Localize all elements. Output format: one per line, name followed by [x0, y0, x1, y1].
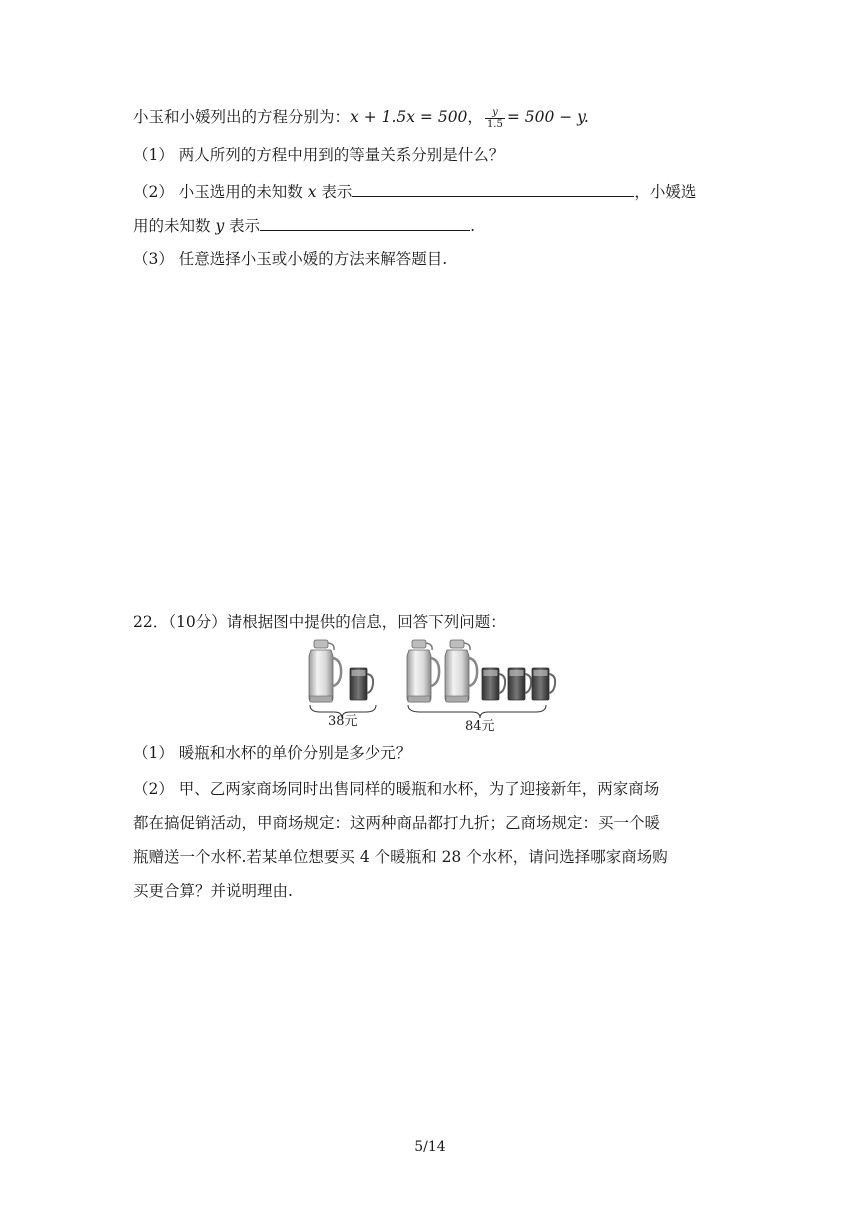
cup-icon [350, 668, 373, 700]
q2-text-a: （2） 小玉选用的未知数 [133, 183, 308, 201]
cup-icon [482, 668, 505, 700]
problem-22-sub2-line3: 瓶赠送一个水杯.若某单位想要买 4 个暖瓶和 28 个水杯，请问选择哪家商场购 [133, 848, 668, 866]
variable-y: y [215, 217, 225, 235]
problem-22-sub2-line4: 买更合算？并说明理由. [133, 882, 293, 900]
question-3: （3） 任意选择小玉或小媛的方法来解答题目. [133, 250, 448, 268]
q2-text-e: 表示 [224, 217, 261, 235]
problem-22-sub1: （1） 暖瓶和水杯的单价分别是多少元？ [133, 744, 412, 762]
question-2-line1 [133, 180, 696, 203]
question-1: （1） 两人所列的方程中用到的等量关系分别是什么？ [133, 146, 505, 164]
intro-text: 小玉和小媛列出的方程分别为： [133, 108, 351, 126]
q2-text-b: 表示 [316, 183, 353, 201]
page-number: 5/14 [414, 1139, 446, 1155]
intro-line [133, 106, 589, 130]
problem-22-title: 22．（10分）请根据图中提供的信息，回答下列问题： [133, 613, 506, 631]
price-label-84: 84元 [465, 719, 495, 734]
thermos-icon [445, 640, 477, 702]
answer-blank-x[interactable] [352, 180, 634, 197]
separator: ， [467, 108, 483, 126]
answer-blank-y[interactable] [260, 214, 470, 231]
problem-22-sub2-line2: 都在搞促销活动，甲商场规定：这两种商品都打九折；乙商场规定：买一个暖 [133, 814, 661, 832]
thermos-icon [407, 640, 439, 702]
thermos-icon [309, 640, 341, 702]
fraction-numerator: y [485, 107, 505, 119]
price-label-38: 38元 [328, 714, 358, 729]
q2-text-c: ，小媛选 [634, 183, 697, 201]
q2-text-f: . [470, 217, 476, 235]
variable-x: x [307, 183, 317, 201]
question-2-line2 [133, 214, 475, 237]
equation-xiaoyu: x + 1.5x = 500 [350, 108, 468, 126]
equation-xiaoyuan-rest: = 500 − y. [506, 108, 589, 126]
fraction-denominator: 1.5 [486, 118, 503, 130]
problem-22-sub2-line1: （2） 甲、乙两家商场同时出售同样的暖瓶和水杯，为了迎接新年，两家商场 [133, 780, 660, 798]
fraction-y-over-1.5 [485, 107, 505, 130]
cup-icon [508, 668, 531, 700]
q2-text-d: 用的未知数 [133, 217, 216, 235]
cup-icon [532, 668, 555, 700]
